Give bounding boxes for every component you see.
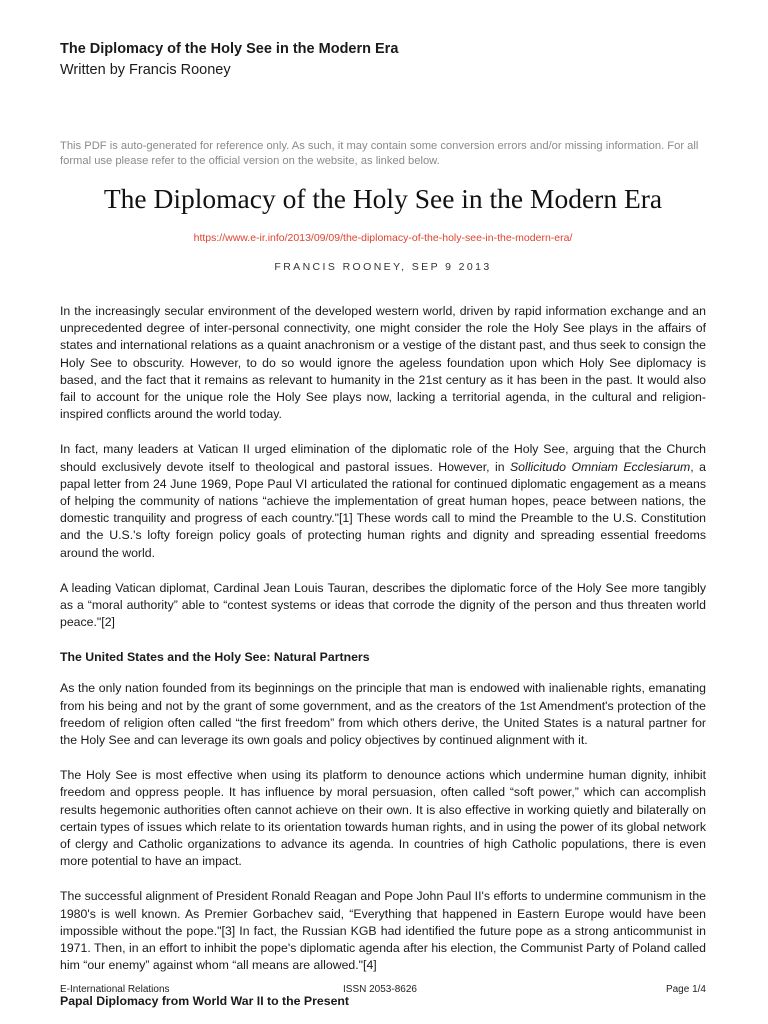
pdf-notice: This PDF is auto-generated for reference only. As such, it may contain some conversion errors and/or missing information. For all formal use please refer to the official version on the website, as linked below. (60, 140, 699, 167)
article-url-link[interactable]: https://www.e-ir.info/2013/09/09/the-diplomacy-of-the-holy-see-in-the-modern-era/ (193, 232, 573, 244)
article-title: The Diplomacy of the Holy See in the Modern Era (103, 183, 663, 214)
section-heading-1: The United States and the Holy See: Natural Partners (60, 650, 370, 665)
paragraph-2-text-b: , a papal letter from 24 June 1969, Pope Paul VI articulated the rational for continued diplomatic engagement as a means of helping the community of nations “achieve the implementation of great human hopes, peace between nations, the domestic tranquility and progress of each country."[1] These words call to mind the Preamble to the U.S. Constitution and the U.S.'s lofty foreign policy goals of protecting human rights and dignity and spreading essential freedoms around the world. (60, 459, 706, 560)
header-author: Written by Francis Rooney (60, 62, 231, 78)
article-body (60, 303, 706, 1024)
footer-page-number: Page 1/4 (665, 984, 706, 995)
paragraph-6: The successful alignment of President Ronald Reagan and Pope John Paul II's efforts to undermine communism in the 1980's is well known. As Premier Gorbachev said, “Everything that happened in Eastern Europe would have been impossible without the pope."[3] In fact, the Russian KGB had identified the future pope as a strong anticommunist in 1971. Then, in an effort to inhibit the pope's diplomatic agenda after his election, the Communist Party of Poland called him “our enemy” against whom “all means are allowed."[4] (60, 889, 706, 973)
paragraph-3: A leading Vatican diplomat, Cardinal Jean Louis Tauran, describes the diplomatic force of the Holy See more tangibly as a “moral authority” able to “contest systems or ideas that corrode the dignity of the person and thus threaten world peace."[2] (60, 580, 706, 630)
paragraph-2 (60, 441, 706, 561)
paragraph-5: The Holy See is most effective when using its platform to denounce actions which undermine human dignity, inhibit freedom and oppress people. It has influence by moral persuasion, often called “soft power,” which can accomplish results hegemonic authorities often cannot achieve on their own. It is also effective in working quietly and bilaterally on certain types of issues which relate to its orientation towards human rights, and in using the power of its global network of clergy and Catholic organizations to advance its agenda. In countries of high Catholic populations, there is even more potential to have an impact. (60, 768, 706, 869)
section-heading-2: Papal Diplomacy from World War II to the Present (60, 993, 350, 1008)
paragraph-4: As the only nation founded from its beginnings on the principle that man is endowed with inalienable rights, emanating from his being and not by the grant of some government, and as the creators of the 1st Amendment's protection of the freedom of religion often called “the first freedom” from which others derive, the United States is a natural partner for the Holy See and can leverage its own goals and policy objectives by continued alignment with it. (60, 681, 706, 748)
paragraph-2-text-a: In fact, many leaders at Vatican II urged elimination of the diplomatic role of the Holy See, arguing that the Church should exclusively devote itself to theological and pastoral issues. However, in (60, 442, 706, 474)
article-byline: FRANCIS ROONEY, SEP 9 2013 (274, 261, 492, 273)
paragraph-2-italic-title: Sollicitudo Omniam Ecclesiarum (509, 459, 691, 474)
header-title: The Diplomacy of the Holy See in the Modern Era (60, 41, 399, 57)
footer-publisher: E-International Relations (60, 984, 170, 995)
footer-issn: ISSN 2053-8626 (343, 984, 417, 995)
paragraph-1: In the increasingly secular environment of the developed western world, driven by rapid information exchange and an unprecedented degree of inter-personal connectivity, one might consider the role the Holy See plays in the affairs of states and international relations as a quaint anachronism or a vestige of the distant past, and thus seek to consign the Holy See to obscurity. However, to do so would ignore the ageless foundation upon which Holy See diplomacy is based, and the fact that it remains as relevant to humanity in the 21st century as it has been in the past. It would also fail to account for the unique role the Holy See plays now, lacking a territorial agenda, in the cultural and religion-inspired conflicts around the world today. (60, 304, 706, 422)
